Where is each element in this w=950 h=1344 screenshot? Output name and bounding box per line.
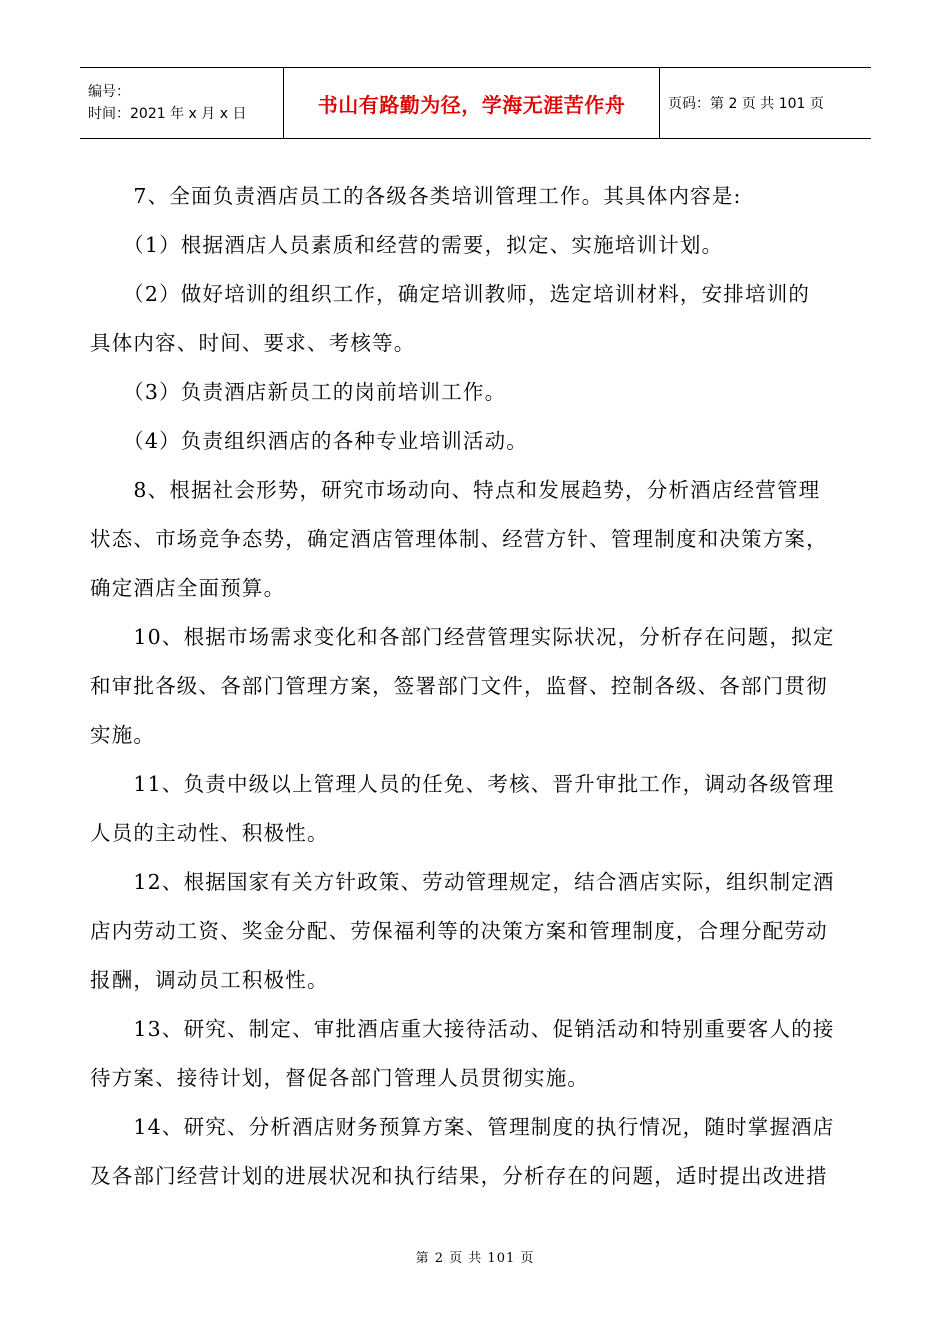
text-line: 店内劳动工资、奖金分配、劳保福利等的决策方案和管理制度，合理分配劳动	[90, 919, 828, 943]
document-body	[90, 172, 860, 1201]
page-footer: 第 2 页 共 101 页	[415, 1251, 535, 1266]
page-header	[80, 67, 871, 139]
text-line: 实施。	[90, 723, 156, 747]
header-page-info: 页码：第 2 页 共 101 页	[668, 96, 824, 112]
text-line: 14、研究、分析酒店财务预算方案、管理制度的执行情况，随时掌握酒店	[90, 1115, 835, 1139]
text-line: 及各部门经营计划的进展状况和执行结果，分析存在的问题，适时提出改进措	[90, 1164, 828, 1188]
text-line: （4）负责组织酒店的各种专业培训活动。	[90, 429, 528, 453]
text-line: 和审批各级、各部门管理方案，签署部门文件，监督、控制各级、各部门贯彻	[90, 674, 828, 698]
text-line: 11、负责中级以上管理人员的任免、考核、晋升审批工作，调动各级管理	[90, 772, 835, 796]
document-date: 时间：2021 年 x 月 x 日	[88, 106, 247, 122]
text-line: 状态、市场竞争态势，确定酒店管理体制、经营方针、管理制度和决策方案，	[90, 527, 828, 551]
text-line: （2）做好培训的组织工作，确定培训教师，选定培训材料，安排培训的	[90, 282, 811, 306]
text-line: 12、根据国家有关方针政策、劳动管理规定，结合酒店实际，组织制定酒	[90, 870, 835, 894]
text-line: 13、研究、制定、审批酒店重大接待活动、促销活动和特别重要客人的接	[90, 1017, 835, 1041]
text-line: 具体内容、时间、要求、考核等。	[90, 331, 416, 355]
body-text	[90, 172, 860, 1201]
text-line: （3）负责酒店新员工的岗前培训工作。	[90, 380, 507, 404]
header-motto: 书山有路勤为径，学海无涯苦作舟	[317, 92, 626, 117]
document-number-label: 编号：	[88, 84, 130, 100]
text-line: 10、根据市场需求变化和各部门经营管理实际状况，分析存在问题，拟定	[90, 625, 835, 649]
header-motto-cell	[283, 68, 660, 138]
text-line: 待方案、接待计划，督促各部门管理人员贯彻实施。	[90, 1066, 590, 1090]
text-line: 确定酒店全面预算。	[90, 576, 286, 600]
text-line: 报酬，调动员工积极性。	[90, 968, 329, 992]
text-line: 7、全面负责酒店员工的各级各类培训管理工作。其具体内容是:	[90, 184, 742, 208]
text-line: 人员的主动性、积极性。	[90, 821, 329, 845]
text-line: （1）根据酒店人员素质和经营的需要，拟定、实施培训计划。	[90, 233, 724, 257]
header-meta	[80, 68, 283, 138]
text-line: 8、根据社会形势，研究市场动向、特点和发展趋势，分析酒店经营管理	[90, 478, 821, 502]
